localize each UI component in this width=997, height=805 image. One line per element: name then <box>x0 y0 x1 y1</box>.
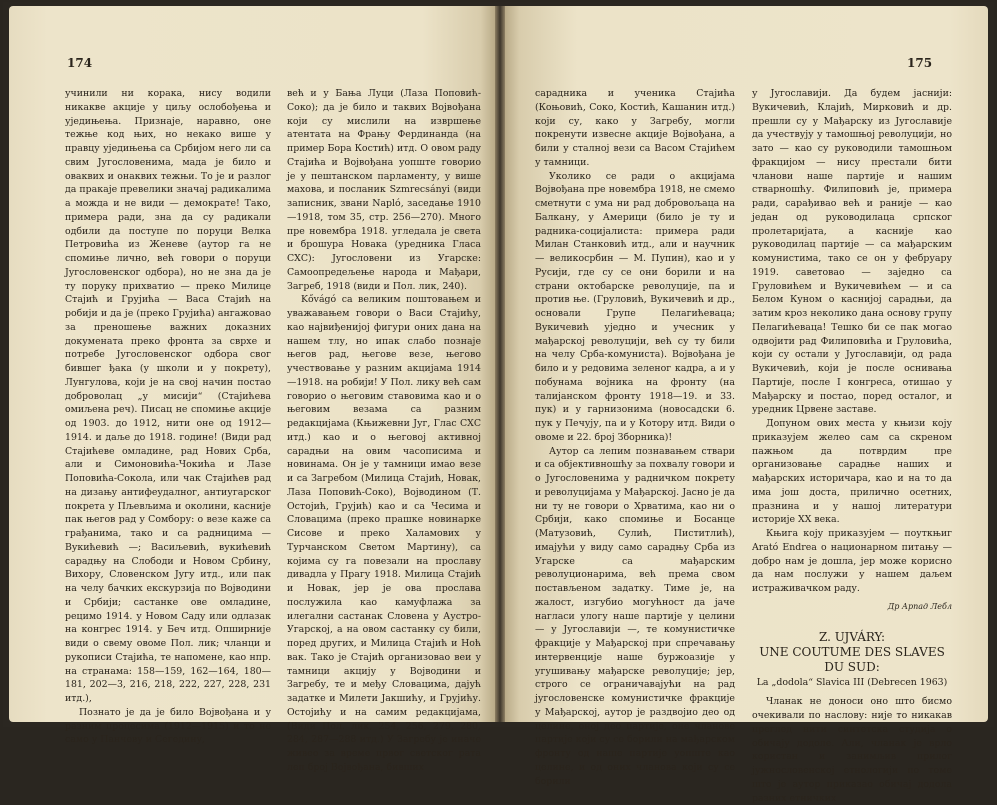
text-column-2 <box>287 87 481 775</box>
book-spine-gutter <box>495 6 505 722</box>
paragraph: Допуном ових места у књизи коју приказујем желео сам са скреном пажњом да потврдим пре организовање сарадње наших и мађарских историчара, као и на то да има још доста, прилично осетних, празнина и у нашој литератури историје XX века. <box>752 418 952 526</box>
paragraph: Књига коју приказујем — поуткњиг Arató Endrea о национарном питању — добро нам је дошла, јер може корисно да нам послужи у нашем даљем истраживачком раду. <box>752 528 952 594</box>
paragraph: Чланак не доноси оно што бисмо очекивали по наслову: није то никакав преглед нити синтетска студија о обичају додоле. Али, чланак је врло користан и занимљив прилог јужнословенској етнологији по томе што је аутор приказао обичај додола разних етничких <box>752 696 952 804</box>
paragraph: већ и у Бања Луци (Лаза Поповић-Соко); да је било и таквих Војвођана који су мислили на извршење атентата на Фрању Фердинанда (на пример Бора Костић) итд. О овом раду Стајића и Војвођана уопште говорио је у пештанском парламенту, у више махова, и посланик Szmrecsányi (види записник, звани Napló, заседање 1910—1918, том 35, стр. 256—270). Много пре новембра 1918. угледала је света и брошура Новака (уредника Гласа СХС): Југословени из Угарске: Самоопредељење народа и Мађари, Загреб, 1918 (види и Пол. лик, 240). <box>287 88 481 292</box>
right-page <box>505 6 988 804</box>
paragraph: Аутор са лепим познавањем ствари и са објективношћу за похвалу говори и о Југословенима у радничком покрету и револуцијама у Мађарској. Јасно је да ни ту не говори о Хрватима, као ни о Србији, како спомиње и Босанце (Матузовић, Сулић, Пиститлић), имајући у виду само сарадњу Срба из Угарске са мађарским револуционарима, већ према свом постављеном задатку. Тиме је, на жалост, изгубио могућност да јаче нагласи улогу наше партије у целини — у Југославији —, те комунистичке фракције у Мађарској при спречавању интервенције наше буржоазије у угушивању мађарске револуције; јер, строго се ограничавајући на рад југословенске комунистичке фракције у Мађарској, аутор је раздвојио део од целине, оној део партије, оне чланове партије који су се борили на мађарском фронту од наше партије уопште као целине, и од оних чланова који су се борили <box>535 445 735 787</box>
article-author: Z. UJVÁRY: <box>818 629 886 644</box>
text-column-2 <box>752 87 952 805</box>
article-subtitle: La „dodola“ Slavica III (Debrecen 1963) <box>756 676 948 688</box>
review-signature: Др Арпад Лебл <box>887 601 952 611</box>
paragraph: Уколико се ради о акцијама Војвођана пре новембра 1918, не смемо сметнути с ума ни рад добровољаца на Балкану, у Америци (било је ту и радника-социјалиста: примера ради Милан Станковић итд., али и научник — великосрбин — М. Пупин), као и у Русији, где су се они борили и на страни октобарске револуције, па и против ње. (Груловић, Вукичевић и др., основали Групе Пелагићеваца; Вукичевић уједно и учесник у мађарској револуцији, већ су ту били на челу Срба-комуниста). Војвођана је било и у редовима зеленог кадра, а и у побунама војника на фронту (на талијанском фронту 1918—19. и 33. пук) и у гарнизонима (новосадски 6. пук у Печују, па и у Котору итд. Види о овоме и 22. број Зборника)! <box>535 170 735 443</box>
text-column-1 <box>535 87 735 788</box>
page-number: 174 <box>67 56 93 70</box>
text-column-1 <box>65 87 271 747</box>
open-book <box>3 2 994 804</box>
left-page <box>9 6 495 773</box>
page-number: 175 <box>907 56 933 70</box>
paragraph: Kővágó са великим поштовањем и уважавањем говори о Васи Стајићу, као највиђенијој фигури оних дана на нашем тлу, но ипак слабо познаје његов рад, његове везе, његово учествовање у разним акцијама 1914—1918. на робији! У Пол. лику већ сам говорио о његовим ставовима као и о његовим везама са разним редакцијама (Књижевни Југ, Глас СХС итд.) као и о његовој активној сарадњи на овим часописима и новинама. Он је у тамници имао везе и са Загребом (Милица Стајић, Новак, Лаза Поповић-Соко), Војводином (Т. Остојић, Грујић) као и са Чесима и Словацима (преко прашке новинарке Сисове и преко Халамових у Турчанском Светом Мартину), са којима су га повезали на прославу дивадла у Прагу 1918. Милица Стајић и Новак, јер је ова прослава послужила као камуфлажа за илегални састанак Словена у Аустро-Угарској, а на овом састанку су били, поред других, и Милица Стајић и Нoћ вак. Тако је Стајић организовао веи у тамници акцију у Војводини и Загребу, те и међу Словацима, дајућ задатке и Милети Јакшићу, и Грујићу. Остојићу и на самим редакцијама, (Види Пол. лик, 254, 256, 279, 280, 284, 287—288 итд.) У Загребу је иначе живео за време првог светског рата леп број Војвођана, бивших <box>287 294 481 773</box>
paragraph: у Југославији. Да будем јаснији: Вукичевић, Клајић, Мирковић и др. прешли су у Мађарску из Југославије да учествују у тамошњој револуцији, но зато — као су руководили тамошњом фракцијом — нису престали бити чланови наше партије и нашим стварношћу. Филиповић је, примера ради, сарађивао већ и раније — као један од руководилаца српског пролетаријата, а касније као руководилац партије — са мађарским комунистима, тако се он у фебруару 1919. саветовао — заједно са Груловићем и Вукичевићем — и са Белом Куном о каснијој сарадњи, да затим кроз неколико дана основу групу Пелагићеваца! Тешко би се пак могао одвојити рад Филиповића и Груловића, који су остали у Југославији, од рада Вукичевић, који је после оснивања Партије, после I конгреса, отишао у Мађарску и постао, поред осталог, и уредник Црвене заставе. <box>752 88 952 416</box>
paragraph: учинили ни корака, нису водили никакве акције у циљу ослобођења и уједињења. Признаје, наравно, оне тежње код њих, но некако више у правцу уједињења са Србијом него ли са свим Југословенима, мада је било и оваквих и онаквих тежњи. То је и разлог да пракаје превелики значај радикалима а можда и не види — демократе! Тако, примера ради, зна да су радикали одбили да поступе по поруци Велка Петровића из Женеве (аутор га не спомиње лично, већ говори о поруци Југословенског одбора), но не зна да је ту поруку прихватио — преко Милице Стајић и Грујића — Васа Стајић на робији и да је (преко Грујића) ангажовао за преношење важних доказних докумената преко фронта за сврхе и потребе Југословенског одбора свог бившег ђака (у школи и у покрету), Лунгулова, који је на свој начин постао доброволац „у мисији“ (Стајићева омиљена реч). Писац не спомиње акције од 1903. до 1912, нити оне од 1912—1914. и даље до 1918. године! (Види рад Стајићеве омладине, рад Нових Срба, али и Симоновића-Чокића и Лазе Поповића-Сокола, или чак Стајићев рад на дизању антифеудалног, антиугарског покрета у Пљевљима и околини, касније пак његов рад у Сомбору: о везе каже са грађанима, тако и са радницима — Вукићевић —; Васиљевић, вукићевић сарадњу на Слободи и Новом Србину, Вихору, Словенском Југу итд., или пак на челу бачких екскурзија по Војводини и Србији; састанке ове омладине, рецимо 1914. у Новом Саду или одлазак на конгрес 1914. у Беч итд. Опширније види о свему овоме Пол. лик; чланци и рукописи Стајића, те напомене, као нпр. на странама: 158—159, 162—164, 180—181, 202—3, 216, 218, 222, 227, 228, 231 итд.), <box>65 88 271 704</box>
paragraph: Познато је да је било Војвођана и у разним процесима (1912—1915) и то не само у Панчеву и Сегедину, <box>65 706 271 746</box>
article-title: UNE COUTUME DES SLAVES DU SUD: <box>759 644 945 674</box>
paragraph: сарадника и ученика Стајића (Коњовић, Соко, Костић, Кашанин итд.) који су, како у Загребу, могли покренути извесне акције Војвођана, а били у сталној вези са Васом Стајићем у тамници. <box>535 88 735 168</box>
